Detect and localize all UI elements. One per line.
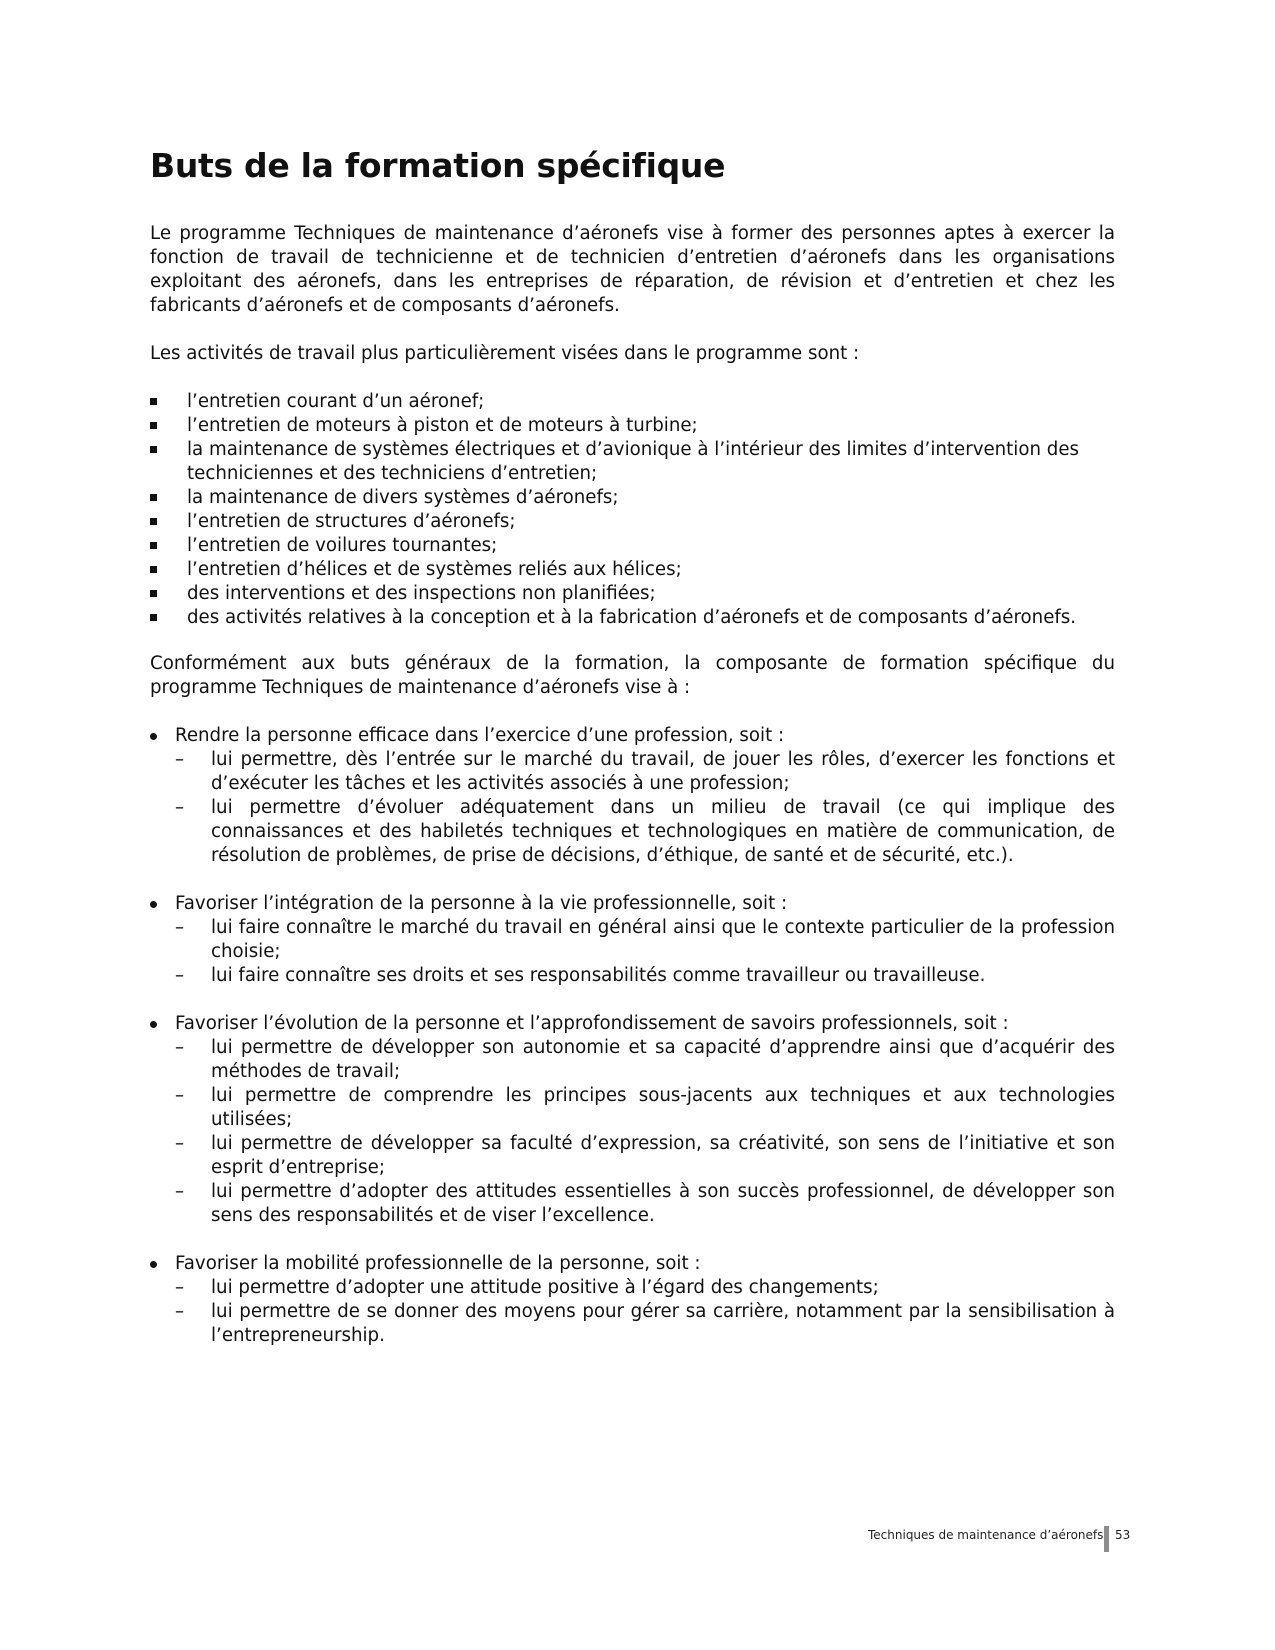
list-item: – lui permettre d’adopter une attitude positive à l’égard des changements;	[175, 1277, 879, 1298]
list-item: l’entretien de moteurs à piston et de moteurs à turbine;	[150, 414, 1115, 438]
list-item: – lui permettre d’adopter des attitudes essentielles à son succès professionnel, de développer son sens des responsabilités et de viser l’excellence.	[175, 1181, 1115, 1226]
dash-bullet-icon: –	[175, 749, 185, 770]
goal-section	[150, 892, 1115, 988]
goal-items	[150, 748, 1115, 868]
list-item: la maintenance de divers systèmes d’aéronefs;	[150, 486, 1115, 510]
goal-items	[150, 1276, 1115, 1348]
footer-divider	[1104, 1526, 1109, 1552]
list-item: – lui faire connaître le marché du travail en général ainsi que le contexte particulier de la profession choisie;	[175, 917, 1115, 962]
square-bullet-icon	[150, 518, 157, 525]
list-item: – lui permettre de se donner des moyens pour gérer sa carrière, notamment par la sensibilisation à l’entrepreneurship.	[175, 1301, 1115, 1346]
intro-paragraph: Le programme Techniques de maintenance d’aéronefs vise à former des personnes aptes à exercer la fonction de travail de technicienne et de technicien d’entretien d’aéronefs dans les organisations exploitant des aéronefs, dans les entreprises de réparation, de révision et d’entretien et chez les fabricants d’aéronefs et de composants d’aéronefs.	[150, 223, 1115, 316]
list-item: – lui permettre de comprendre les principes sous-jacents aux techniques et aux technologies utilisées;	[175, 1085, 1115, 1130]
list-item: des activités relatives à la conception et à la fabrication d’aéronefs et de composants d’aéronefs.	[150, 606, 1115, 630]
list-item: l’entretien de voilures tournantes;	[150, 534, 1115, 558]
dash-bullet-icon: –	[175, 1037, 185, 1058]
dash-bullet-icon: –	[175, 1277, 185, 1298]
list-item: – lui faire connaître ses droits et ses responsabilités comme travailleur ou travailleuse.	[175, 965, 986, 986]
round-bullet-icon	[150, 733, 157, 740]
round-bullet-icon	[150, 1021, 157, 1028]
square-bullet-icon	[150, 398, 157, 405]
dash-bullet-icon: –	[175, 917, 185, 938]
goals-list	[150, 724, 1115, 1372]
list-item: l’entretien d’hélices et de systèmes reliés aux hélices;	[150, 558, 1115, 582]
activities-lead: Les activités de travail plus particulièrement visées dans le programme sont :	[150, 343, 860, 364]
dash-bullet-icon: –	[175, 1301, 185, 1322]
goal-section	[150, 1012, 1115, 1228]
goals-lead: Conformément aux buts généraux de la formation, la composante de formation spécifique du programme Techniques de maintenance d’aéronefs vise à :	[150, 653, 1115, 698]
list-item: – lui permettre de développer son autonomie et sa capacité d’apprendre ainsi que d’acquérir des méthodes de travail;	[175, 1037, 1115, 1082]
goal-section	[150, 724, 1115, 868]
square-bullet-icon	[150, 422, 157, 429]
round-bullet-icon	[150, 1261, 157, 1268]
goal-heading: Favoriser la mobilité professionnelle de la personne, soit :	[150, 1252, 1115, 1276]
list-item: l’entretien de structures d’aéronefs;	[150, 510, 1115, 534]
dash-bullet-icon: –	[175, 965, 185, 986]
square-bullet-icon	[150, 566, 157, 573]
page-title: Buts de la formation spécifique	[150, 146, 726, 185]
dash-bullet-icon: –	[175, 1181, 185, 1202]
list-item: – lui permettre, dès l’entrée sur le marché du travail, de jouer les rôles, d’exercer les fonctions et d’exécuter les tâches et les activités associés à une profession;	[175, 749, 1115, 794]
activities-list	[150, 390, 1115, 630]
square-bullet-icon	[150, 542, 157, 549]
list-item: la maintenance de systèmes électriques et d’avionique à l’intérieur des limites d’intervention des techniciennes et des techniciens d’entretien;	[150, 438, 1115, 486]
dash-bullet-icon: –	[175, 797, 185, 818]
square-bullet-icon	[150, 494, 157, 501]
goal-items	[150, 1036, 1115, 1228]
square-bullet-icon	[150, 590, 157, 597]
goal-heading: Rendre la personne efficace dans l’exercice d’une profession, soit :	[150, 724, 1115, 748]
dash-bullet-icon: –	[175, 1085, 185, 1106]
goal-section	[150, 1252, 1115, 1348]
round-bullet-icon	[150, 901, 157, 908]
square-bullet-icon	[150, 446, 157, 453]
goal-heading: Favoriser l’évolution de la personne et l’approfondissement de savoirs professionnels, soit :	[150, 1012, 1115, 1036]
footer-program-name: Techniques de maintenance d’aéronefs	[868, 1528, 1104, 1542]
page-number: 53	[1115, 1528, 1131, 1542]
list-item: – lui permettre d’évoluer adéquatement dans un milieu de travail (ce qui implique des connaissances et des habiletés techniques et technologiques en matière de communication, de résolution de problèmes, de prise de décisions, d’éthique, de santé et de sécurité, etc.).	[175, 797, 1115, 866]
goal-heading: Favoriser l’intégration de la personne à la vie professionnelle, soit :	[150, 892, 1115, 916]
square-bullet-icon	[150, 614, 157, 621]
list-item: des interventions et des inspections non planifiées;	[150, 582, 1115, 606]
list-item: l’entretien courant d’un aéronef;	[150, 390, 1115, 414]
list-item: – lui permettre de développer sa faculté d’expression, sa créativité, son sens de l’initiative et son esprit d’entreprise;	[175, 1133, 1115, 1178]
goal-items	[150, 916, 1115, 988]
dash-bullet-icon: –	[175, 1133, 185, 1154]
